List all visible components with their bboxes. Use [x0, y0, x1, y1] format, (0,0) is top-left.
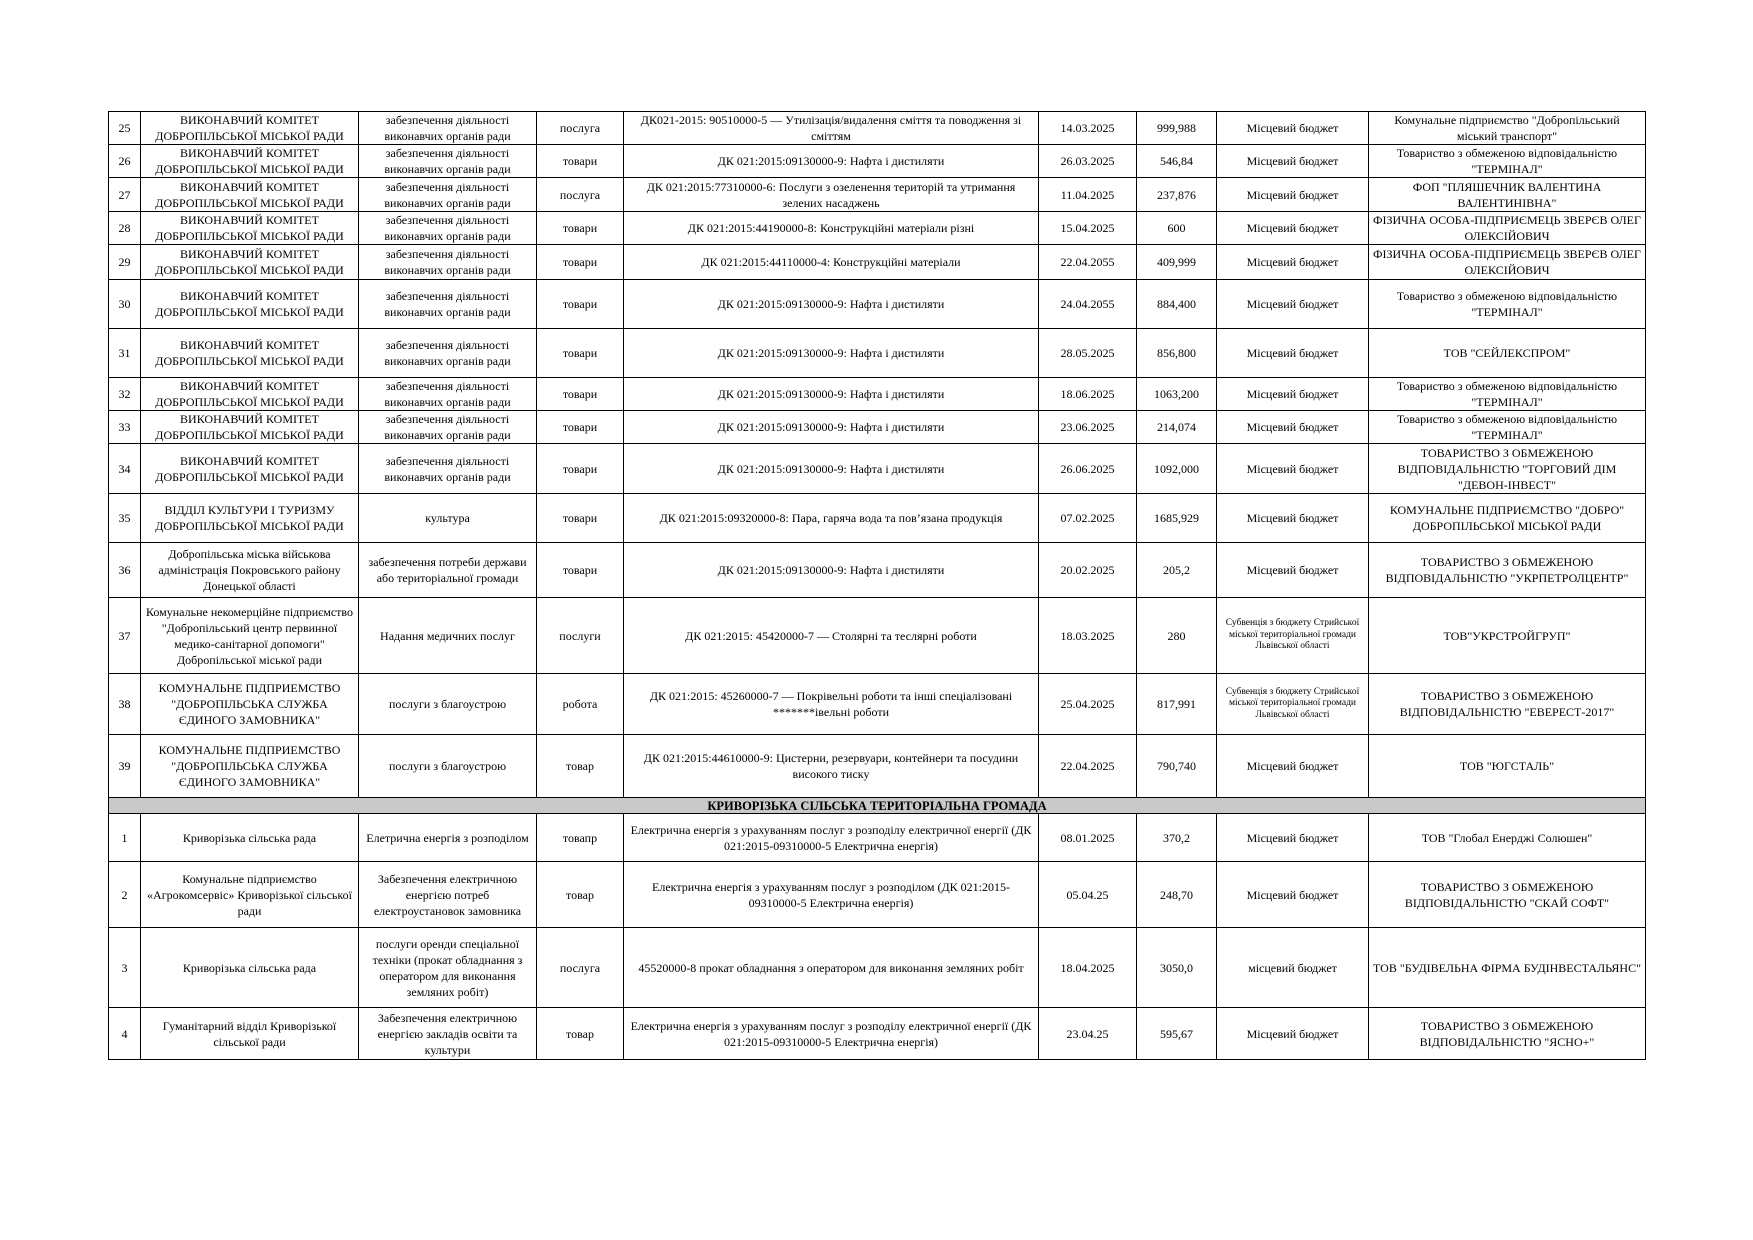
- procurement-purpose: забезпечення діяльності виконавчих органів ради: [359, 212, 537, 245]
- supplier-name: Товариство з обмеженою відповідальністю "ТЕРМІНАЛ": [1369, 280, 1646, 329]
- procurement-type: послуга: [537, 112, 624, 145]
- contract-date: 14.03.2025: [1039, 112, 1137, 145]
- procurement-purpose: послуги з благоустрою: [359, 674, 537, 735]
- procurement-type: послуга: [537, 928, 624, 1008]
- row-number: 32: [109, 378, 141, 411]
- procurement-subject: ДК 021:2015:44190000-8: Конструкційні матеріали різні: [624, 212, 1039, 245]
- procurement-purpose: забезпечення діяльності виконавчих органів ради: [359, 329, 537, 378]
- procurement-type: товари: [537, 543, 624, 598]
- table-row: [109, 112, 1646, 145]
- procurement-purpose: забезпечення діяльності виконавчих органів ради: [359, 245, 537, 280]
- funding-source: Місцевий бюджет: [1217, 178, 1369, 212]
- customer-name: Комунальне підприємство «Агрокомсервіс» Криворізької сільської ради: [141, 862, 359, 928]
- table-row: [109, 928, 1646, 1008]
- procurement-type: послуги: [537, 598, 624, 674]
- procurement-purpose: Надання медичних послуг: [359, 598, 537, 674]
- funding-source: місцевий бюджет: [1217, 928, 1369, 1008]
- table-row: [109, 1008, 1646, 1060]
- funding-source: Місцевий бюджет: [1217, 145, 1369, 178]
- section-title: КРИВОРІЗЬКА СІЛЬСЬКА ТЕРИТОРІАЛЬНА ГРОМАДА: [109, 798, 1646, 814]
- supplier-name: Товариство з обмеженою відповідальністю "ТЕРМІНАЛ": [1369, 411, 1646, 444]
- customer-name: ВИКОНАВЧИЙ КОМІТЕТ ДОБРОПІЛЬСЬКОЇ МІСЬКОЇ РАДИ: [141, 329, 359, 378]
- procurement-type: робота: [537, 674, 624, 735]
- contract-date: 22.04.2055: [1039, 245, 1137, 280]
- funding-source: Місцевий бюджет: [1217, 378, 1369, 411]
- contract-date: 24.04.2055: [1039, 280, 1137, 329]
- contract-date: 23.04.25: [1039, 1008, 1137, 1060]
- table-row: [109, 598, 1646, 674]
- contract-amount: 1685,929: [1137, 494, 1217, 543]
- contract-date: 18.03.2025: [1039, 598, 1137, 674]
- procurement-subject: ДК 021:2015:44610000-9: Цистерни, резервуари, контейнери та посудини високого тиску: [624, 735, 1039, 798]
- procurement-purpose: культура: [359, 494, 537, 543]
- procurement-type: товар: [537, 735, 624, 798]
- table-body-kryvorizka: [109, 814, 1646, 1060]
- contract-amount: 237,876: [1137, 178, 1217, 212]
- customer-name: КОМУНАЛЬНЕ ПІДПРИЕМСТВО "ДОБРОПІЛЬСЬКА СЛУЖБА ЄДИНОГО ЗАМОВНИКА": [141, 674, 359, 735]
- contract-date: 23.06.2025: [1039, 411, 1137, 444]
- contract-date: 22.04.2025: [1039, 735, 1137, 798]
- supplier-name: Комунальне підприємство "Добропільський міський транспорт": [1369, 112, 1646, 145]
- procurement-type: товари: [537, 494, 624, 543]
- procurement-type: товари: [537, 378, 624, 411]
- procurement-type: товари: [537, 444, 624, 494]
- row-number: 37: [109, 598, 141, 674]
- contract-amount: 856,800: [1137, 329, 1217, 378]
- procurement-purpose: послуги з благоустрою: [359, 735, 537, 798]
- procurement-subject: ДК 021:2015:77310000-6: Послуги з озеленення територій та утримання зелених насаджень: [624, 178, 1039, 212]
- row-number: 1: [109, 814, 141, 862]
- procurement-subject: ДК 021:2015:09130000-9: Нафта і дистиляти: [624, 145, 1039, 178]
- contract-date: 07.02.2025: [1039, 494, 1137, 543]
- row-number: 28: [109, 212, 141, 245]
- supplier-name: ТОВАРИСТВО З ОБМЕЖЕНОЮ ВІДПОВІДАЛЬНІСТЮ "УКРПЕТРОЛЦЕНТР": [1369, 543, 1646, 598]
- procurement-subject: Електрична енергія з урахуванням послуг з розподілу електричної енергії (ДК 021:2015-09310000-5 Електрична енергія): [624, 814, 1039, 862]
- contract-amount: 1063,200: [1137, 378, 1217, 411]
- procurement-type: товари: [537, 145, 624, 178]
- procurement-purpose: забезпечення діяльності виконавчих органів ради: [359, 112, 537, 145]
- procurement-purpose: забезпечення потреби держави або територіальної громади: [359, 543, 537, 598]
- row-number: 26: [109, 145, 141, 178]
- funding-source: Місцевий бюджет: [1217, 112, 1369, 145]
- contract-amount: 280: [1137, 598, 1217, 674]
- funding-source: Місцевий бюджет: [1217, 329, 1369, 378]
- procurement-subject: Електрична енергія з урахуванням послуг з розподілом (ДК 021:2015-09310000-5 Електрична енергія): [624, 862, 1039, 928]
- table-row: [109, 145, 1646, 178]
- procurement-type: товари: [537, 411, 624, 444]
- funding-source: Субвенція з бюджету Стрийської міської територіальної громади Львівської області: [1217, 674, 1369, 735]
- procurement-purpose: забезпечення діяльності виконавчих органів ради: [359, 444, 537, 494]
- customer-name: Криворізька сільська рада: [141, 928, 359, 1008]
- supplier-name: ФІЗИЧНА ОСОБА-ПІДПРИЄМЕЦЬ ЗВЕРЄВ ОЛЕГ ОЛЕКСІЙОВИЧ: [1369, 212, 1646, 245]
- customer-name: ВИКОНАВЧИЙ КОМІТЕТ ДОБРОПІЛЬСЬКОЇ МІСЬКОЇ РАДИ: [141, 245, 359, 280]
- procurement-subject: ДК 021:2015:09130000-9: Нафта і дистиляти: [624, 411, 1039, 444]
- funding-source: Субвенція з бюджету Стрийської міської територіальної громади Львівської області: [1217, 598, 1369, 674]
- row-number: 38: [109, 674, 141, 735]
- customer-name: Комунальне некомерційне підприємство "Добропільський центр первинної медико-санітарної допомоги" Добропільської міської ради: [141, 598, 359, 674]
- contract-amount: 884,400: [1137, 280, 1217, 329]
- contract-date: 26.03.2025: [1039, 145, 1137, 178]
- procurement-purpose: забезпечення діяльності виконавчих органів ради: [359, 178, 537, 212]
- customer-name: ВИКОНАВЧИЙ КОМІТЕТ ДОБРОПІЛЬСЬКОЇ МІСЬКОЇ РАДИ: [141, 178, 359, 212]
- table-row: [109, 280, 1646, 329]
- row-number: 30: [109, 280, 141, 329]
- customer-name: ВІДДІЛ КУЛЬТУРИ І ТУРИЗМУ ДОБРОПІЛЬСЬКОЇ МІСЬКОЇ РАДИ: [141, 494, 359, 543]
- procurement-type: товар: [537, 1008, 624, 1060]
- contract-amount: 817,991: [1137, 674, 1217, 735]
- table-row: [109, 411, 1646, 444]
- row-number: 27: [109, 178, 141, 212]
- funding-source: Місцевий бюджет: [1217, 494, 1369, 543]
- row-number: 4: [109, 1008, 141, 1060]
- contract-date: 28.05.2025: [1039, 329, 1137, 378]
- procurement-type: товари: [537, 245, 624, 280]
- table-row: [109, 212, 1646, 245]
- row-number: 2: [109, 862, 141, 928]
- procurement-subject: ДК 021:2015:09130000-9: Нафта і дистиляти: [624, 329, 1039, 378]
- contract-amount: 370,2: [1137, 814, 1217, 862]
- procurement-table: [108, 111, 1646, 1060]
- customer-name: КОМУНАЛЬНЕ ПІДПРИЕМСТВО "ДОБРОПІЛЬСЬКА СЛУЖБА ЄДИНОГО ЗАМОВНИКА": [141, 735, 359, 798]
- supplier-name: ФІЗИЧНА ОСОБА-ПІДПРИЄМЕЦЬ ЗВЕРЄВ ОЛЕГ ОЛЕКСІЙОВИЧ: [1369, 245, 1646, 280]
- procurement-subject: ДК021-2015: 90510000-5 — Утилізація/видалення сміття та поводження зі сміттям: [624, 112, 1039, 145]
- funding-source: Місцевий бюджет: [1217, 814, 1369, 862]
- funding-source: Місцевий бюджет: [1217, 444, 1369, 494]
- procurement-purpose: забезпечення діяльності виконавчих органів ради: [359, 378, 537, 411]
- contract-date: 08.01.2025: [1039, 814, 1137, 862]
- row-number: 35: [109, 494, 141, 543]
- table-section-header: [109, 798, 1646, 814]
- contract-amount: 214,074: [1137, 411, 1217, 444]
- table-row: [109, 378, 1646, 411]
- customer-name: Добропільська міська військова адміністрація Покровського району Донецької області: [141, 543, 359, 598]
- supplier-name: ТОВАРИСТВО З ОБМЕЖЕНОЮ ВІДПОВІДАЛЬНІСТЮ "ЕВЕРЕСТ-2017": [1369, 674, 1646, 735]
- contract-amount: 600: [1137, 212, 1217, 245]
- supplier-name: ТОВ "СЕЙЛЕКСПРОМ": [1369, 329, 1646, 378]
- customer-name: ВИКОНАВЧИЙ КОМІТЕТ ДОБРОПІЛЬСЬКОЇ МІСЬКОЇ РАДИ: [141, 378, 359, 411]
- row-number: 34: [109, 444, 141, 494]
- procurement-subject: Електрична енергія з урахуванням послуг з розподілу електричної енергії (ДК 021:2015-09310000-5 Електрична енергія): [624, 1008, 1039, 1060]
- table-body-dobropillia: [109, 112, 1646, 798]
- contract-amount: 248,70: [1137, 862, 1217, 928]
- procurement-purpose: забезпечення діяльності виконавчих органів ради: [359, 411, 537, 444]
- row-number: 25: [109, 112, 141, 145]
- supplier-name: ТОВАРИСТВО З ОБМЕЖЕНОЮ ВІДПОВІДАЛЬНІСТЮ "ЯСНО+": [1369, 1008, 1646, 1060]
- procurement-subject: ДК 021:2015:09130000-9: Нафта і дистиляти: [624, 543, 1039, 598]
- customer-name: ВИКОНАВЧИЙ КОМІТЕТ ДОБРОПІЛЬСЬКОЇ МІСЬКОЇ РАДИ: [141, 112, 359, 145]
- funding-source: Місцевий бюджет: [1217, 735, 1369, 798]
- supplier-name: Товариство з обмеженою відповідальністю "ТЕРМІНАЛ": [1369, 145, 1646, 178]
- procurement-subject: 45520000-8 прокат обладнання з оператором для виконання земляних робіт: [624, 928, 1039, 1008]
- funding-source: Місцевий бюджет: [1217, 862, 1369, 928]
- procurement-purpose: послуги оренди спеціальної техніки (прокат обладнання з оператором для виконання земляних робіт): [359, 928, 537, 1008]
- procurement-subject: ДК 021:2015:09130000-9: Нафта і дистиляти: [624, 378, 1039, 411]
- table-row: [109, 494, 1646, 543]
- table-row: [109, 444, 1646, 494]
- procurement-purpose: Елетрична енергія з розподілом: [359, 814, 537, 862]
- funding-source: Місцевий бюджет: [1217, 280, 1369, 329]
- supplier-name: КОМУНАЛЬНЕ ПІДПРИЄМСТВО "ДОБРО" ДОБРОПІЛЬСЬКОЇ МІСЬКОЇ РАДИ: [1369, 494, 1646, 543]
- supplier-name: ФОП "ПЛЯШЕЧНИК ВАЛЕНТИНА ВАЛЕНТИНІВНА": [1369, 178, 1646, 212]
- customer-name: ВИКОНАВЧИЙ КОМІТЕТ ДОБРОПІЛЬСЬКОЇ МІСЬКОЇ РАДИ: [141, 145, 359, 178]
- supplier-name: ТОВ "Глобал Енерджі Солюшен": [1369, 814, 1646, 862]
- funding-source: Місцевий бюджет: [1217, 411, 1369, 444]
- contract-amount: 999,988: [1137, 112, 1217, 145]
- customer-name: ВИКОНАВЧИЙ КОМІТЕТ ДОБРОПІЛЬСЬКОЇ МІСЬКОЇ РАДИ: [141, 212, 359, 245]
- table-row: [109, 329, 1646, 378]
- table-row: [109, 245, 1646, 280]
- row-number: 39: [109, 735, 141, 798]
- supplier-name: ТОВ "ЮГСТАЛЬ": [1369, 735, 1646, 798]
- contract-date: 11.04.2025: [1039, 178, 1137, 212]
- row-number: 33: [109, 411, 141, 444]
- contract-amount: 790,740: [1137, 735, 1217, 798]
- contract-amount: 409,999: [1137, 245, 1217, 280]
- procurement-subject: ДК 021:2015: 45420000-7 — Столярні та теслярні роботи: [624, 598, 1039, 674]
- row-number: 31: [109, 329, 141, 378]
- procurement-subject: ДК 021:2015:09130000-9: Нафта і дистиляти: [624, 444, 1039, 494]
- supplier-name: ТОВ"УКРСТРОЙГРУП": [1369, 598, 1646, 674]
- table-row: [109, 674, 1646, 735]
- table-row: [109, 178, 1646, 212]
- procurement-type: товари: [537, 329, 624, 378]
- supplier-name: ТОВАРИСТВО З ОБМЕЖЕНОЮ ВІДПОВІДАЛЬНІСТЮ "ТОРГОВИЙ ДІМ "ДЕВОН-ІНВЕСТ": [1369, 444, 1646, 494]
- contract-amount: 595,67: [1137, 1008, 1217, 1060]
- contract-date: 05.04.25: [1039, 862, 1137, 928]
- contract-date: 18.06.2025: [1039, 378, 1137, 411]
- procurement-type: товари: [537, 212, 624, 245]
- procurement-purpose: Забезпечення електричною енергією потреб електроустановок замовника: [359, 862, 537, 928]
- row-number: 29: [109, 245, 141, 280]
- contract-date: 26.06.2025: [1039, 444, 1137, 494]
- customer-name: ВИКОНАВЧИЙ КОМІТЕТ ДОБРОПІЛЬСЬКОЇ МІСЬКОЇ РАДИ: [141, 411, 359, 444]
- contract-amount: 205,2: [1137, 543, 1217, 598]
- funding-source: Місцевий бюджет: [1217, 245, 1369, 280]
- procurement-purpose: забезпечення діяльності виконавчих органів ради: [359, 280, 537, 329]
- procurement-subject: ДК 021:2015:09320000-8: Пара, гаряча вода та пов’язана продукція: [624, 494, 1039, 543]
- customer-name: ВИКОНАВЧИЙ КОМІТЕТ ДОБРОПІЛЬСЬКОЇ МІСЬКОЇ РАДИ: [141, 280, 359, 329]
- supplier-name: ТОВАРИСТВО З ОБМЕЖЕНОЮ ВІДПОВІДАЛЬНІСТЮ "СКАЙ СОФТ": [1369, 862, 1646, 928]
- supplier-name: ТОВ "БУДІВЕЛЬНА ФІРМА БУДІНВЕСТАЛЬЯНС": [1369, 928, 1646, 1008]
- contract-amount: 3050,0: [1137, 928, 1217, 1008]
- procurement-subject: ДК 021:2015: 45260000-7 — Покрівельні роботи та інші спеціалізовані *******івельні роботи: [624, 674, 1039, 735]
- table-row: [109, 862, 1646, 928]
- procurement-subject: ДК 021:2015:44110000-4: Конструкційні матеріали: [624, 245, 1039, 280]
- procurement-purpose: Забезпечення електричною енергією закладів освіти та культури: [359, 1008, 537, 1060]
- section-row: [109, 798, 1646, 814]
- supplier-name: Товариство з обмеженою відповідальністю "ТЕРМІНАЛ": [1369, 378, 1646, 411]
- customer-name: ВИКОНАВЧИЙ КОМІТЕТ ДОБРОПІЛЬСЬКОЇ МІСЬКОЇ РАДИ: [141, 444, 359, 494]
- table-row: [109, 735, 1646, 798]
- procurement-type: товапр: [537, 814, 624, 862]
- procurement-purpose: забезпечення діяльності виконавчих органів ради: [359, 145, 537, 178]
- row-number: 3: [109, 928, 141, 1008]
- procurement-subject: ДК 021:2015:09130000-9: Нафта і дистиляти: [624, 280, 1039, 329]
- funding-source: Місцевий бюджет: [1217, 1008, 1369, 1060]
- contract-date: 20.02.2025: [1039, 543, 1137, 598]
- customer-name: Криворізька сільська рада: [141, 814, 359, 862]
- procurement-type: послуга: [537, 178, 624, 212]
- table-row: [109, 543, 1646, 598]
- contract-date: 18.04.2025: [1039, 928, 1137, 1008]
- procurement-type: товар: [537, 862, 624, 928]
- funding-source: Місцевий бюджет: [1217, 212, 1369, 245]
- contract-date: 15.04.2025: [1039, 212, 1137, 245]
- contract-date: 25.04.2025: [1039, 674, 1137, 735]
- row-number: 36: [109, 543, 141, 598]
- procurement-type: товари: [537, 280, 624, 329]
- contract-amount: 1092,000: [1137, 444, 1217, 494]
- table-row: [109, 814, 1646, 862]
- contract-amount: 546,84: [1137, 145, 1217, 178]
- funding-source: Місцевий бюджет: [1217, 543, 1369, 598]
- customer-name: Гуманітарний відділ Криворізької сільської ради: [141, 1008, 359, 1060]
